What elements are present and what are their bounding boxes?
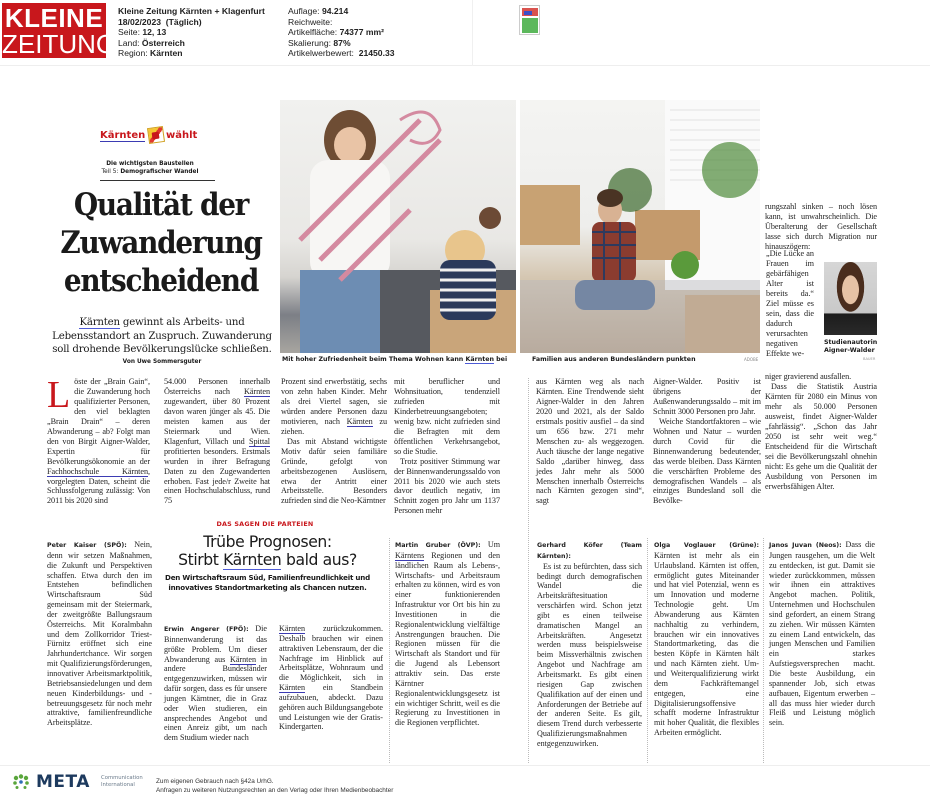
ballot-box-icon [147,126,165,144]
publication-meta: Kleine Zeitung Kärnten + Klagenfurt 18/02/2023 (Täglich) Seite: 12, 13 Land: Österreich Region: Kärnten [118,6,265,59]
body-column-3: Prozent sind erwerbstätig, sechs von zehn haben Kinder. Mehr als drei Viertel sagen, sie würden andere Personen dazu motivieren, nach Kärnten zu ziehen. Das mit Abstand wichtigste Motiv dafür seien familiäre Gründe, gefolgt von arbeitsbezogenen Auslösern, etwa der Antritt einer Arbeitsstelle. Besonders zufrieden sind die Neo-Kärntner [281,377,388,506]
photo-illustration [520,100,760,353]
drop-cap: L [47,374,71,416]
portrait-aigner-walder [824,262,877,335]
body-column-4: mit beruflicher und Wohnsituation, tendenziell zufrieden mit Kinderbetreuungsangeboten; wenig bzw. nicht zufrieden sind die Befragten mit dem öffentlichen Verkehrsangebot, so die Studie. Trotz positiver Stimmung war der Binnenwanderungssaldo von 2011 bis 2020 wie auch stets davor deutlich negativ, im Schnitt zogen pro Jahr um 1137 Personen mehr [394,377,500,516]
byline: Von Uwe Sommersguter [122,359,202,365]
parties-title: Trübe Prognosen: Stirbt Kärnten bald aus? [178,533,357,569]
body-column-7-bottom: Dass die Statistik Austria Kärnten für 2080 ein Minus von mehr als 50.000 Personen ausweist, findet Aigner-Walder „fahrlässig“. „Schon das Jahr 2050 ist sehr weit weg.“ Entscheidend für die Wirtschaft sei die Bevölkerungszahl ohnehin nicht: Es gehe um die Qualität der Ausbildung von Personen im erwerbsfähigen Alter. [765,382,877,491]
statement-team-kaernten: Gerhard Köfer (Team Kärnten): Es ist zu befürchten, dass sich bedingt durch demografischen Wandel die Arbeitskräftesituation verschärfen wird. Schon jetzt gibt es einen teilweise dramatischen Mangel an Arbeitskräften. Angesetzt werden muss beispielsweise beim Missverhältnis zwischen Angebot und Nachfrage am Arbeitsmarkt. Es gibt einen riesigen Gap zwischen Qualifikation auf der einen und Anforderungen der Betriebe auf der anderen Seite. Es gilt, diesem Trend durch verbesserte Qualifizierungsmaßnahmen entgegenzuwirken. [537,542,642,748]
ad-value: 21450.33 [358,48,395,59]
body-column-7-mid: niger gravierend ausfallen. [765,372,852,381]
meta-dots-icon [12,774,30,790]
region: Kärnten [150,48,183,59]
column-divider [389,538,390,763]
photo-family-moving [280,100,516,353]
column-divider [647,538,648,763]
lead-paragraph: Kärnten gewinnt als Arbeits- und Lebensstandort an Zuspruch. Zuwanderung soll drohende Bevölkerungslücke schließen. [52,317,272,355]
headline: Qualität der Zuwanderung entscheidend [60,187,262,299]
statement-gruene: Olga Voglauer (Grüne): Kärnten ist mehr als ein Urlaubsland. Kärnten ist offen, ermöglicht gutes Miteinander und hat viel Potenzial, wenn es um Innovation und moderne Technologie geht. Um Abwanderung aus Kärnten nachhaltig zu verhindern, brauchen wir ein innovatives Standortmarketing, das die besten Köpfe in Kärnten hält und nach Kärnten zieht. Um- und Weiterqualifizierung wirkt dem Fachkräftemangel entgegen, eine Digitalisierungsoffensive schafft moderne Infrastruktur mit hoher Qualität, die flexibles Arbeiten ermöglicht. [654,542,759,738]
footer-divider [0,765,930,766]
country: Österreich [141,37,185,48]
photo-caption-right: Familien aus anderen Bundesländern punkten [532,356,696,363]
section-badge: Kärnten wählt [96,127,206,147]
photo-illustration [280,100,516,353]
portrait-credit: BAUER [863,357,876,361]
kicker-rule [100,180,215,181]
body-column-6: Aigner-Walder. Positiv ist übrigens der Außenwanderungssaldo – mit im Schnitt 3000 Personen pro Jahr. Weiche Standortfaktoren – wie Wohnen und Natur – wurden durch Covid für die Binnenwanderung bedeutender, das werde bleiben. Dass Kärnten die verschärften Probleme des demografischen Wandels – als einziges Bundesland soll die Bevölke- [653,377,761,506]
column-divider [763,538,764,763]
clipping-header [0,0,930,66]
page-thumbnail[interactable] [519,5,540,35]
page-numbers: 12, 13 [142,27,167,38]
statement-oevp: Martin Gruber (ÖVP): Um Kärntens Regionen und den ländlichen Raum als Lebens-, Wirtschafts- und Arbeitsraum erhalten zu können, wird es von einer funktionierenden Infrastruktur vor Ort bis hin zu Investitionen in die Regionalentwicklung vielfältige Anstrengungen brauchen. Die Regionen müssen für die Wirtschaft als Standort und für die Jugend als Lebensort attraktiv sein. Das erste Kärntner Regionalentwicklungsgesetz ist ein wichtiger Schritt, weil es die Regierung zu Investitionen in die Regionen verpflichtet. [395,540,500,728]
photo-credit: ADOBE [744,357,759,362]
publication-date: 18/02/2023 [118,16,162,27]
parties-kicker: DAS SAGEN DIE PARTEIEN [216,520,314,528]
header-divider [472,0,473,66]
body-column-7-top: rungszahl sinken – noch lösen kann, ist unwahrscheinlich. Die Überalterung der Gesellschaft lasse sich durch Migration nur hinauszögern: [765,202,877,251]
link-fachhochschule: Fachhochschule Kärnten [47,466,148,476]
publication-name: Kleine Zeitung Kärnten + Klagenfurt [118,6,265,16]
article-area: 74377 mm² [339,27,385,38]
statement-neos: Janos Juvan (Neos): Dass die Jungen rausgehen, um die Welt zu entdecken, ist gut. Damit sie wieder zurückkommen, müssen wir ihnen ein attraktives Angebot machen. Politik, Unternehmen und Hochschulen sind gefordert, an einem Strang zu ziehen. Wir müssen Kärnten zu einem Land entwickeln, das jungen Menschen und Familien ein starkes Aufstiegsversprechen macht. Die beste Ausbildung, ein spannender Job, sich etwas aufbauen, Eigentum erwerben – all das muss hier wieder durch Fleiß und Leistung möglich sein. [769,540,875,728]
statement-spoe: Peter Kaiser (SPÖ): Nein, denn wir setzen Maßnahmen, die Zukunft und Perspektiven schaffen. Etwa durch den im Entstehen befindlichen Wirtschaftsraum Süd gemeinsam mit der Steiermark, der zweitgrößte Ballungsraum Österreichs. Mit Koralmbahn und dem Zollkorridor Triest-Fürnitz eröffnet sich eine Jahrhundertchance. Wir sorgen mit Qualifizierungsförderungen, innovativer Arbeitsmarktpolitik, Betriebsansiedelungen und dem neuen Kinderbildungs- und -betreuungsgesetz für noch mehr attraktive, familienfreundliche Arbeitsplätze. [47,540,152,728]
body-column-2: 54.000 Personen innerhalb Österreichs nach Kärnten zugewandert, über 80 Prozent davon waren jünger als 45. Die meisten kamen aus der Steiermark und Wien. Klagenfurt, Villach und Spittal profitierten besonders. Erstmals wurden in ihrer Befragung Daten zu den Zugewanderten erhoben. Fast jede/r Zweite hat einen Hochschulabschluss, rund 75 [164,377,270,506]
pull-quote: „Die Lücke an Frauen im gebärfähigen Alter ist bereits da.“ Ziel müsse es sein, dass die dadurch verursachten negativen Effekte we- [766,249,814,358]
statement-fpoe: Erwin Angerer (FPÖ): Die Binnenwanderung ist das größte Problem. Um dieser Abwanderung aus Kärnten in andere Bundesländer entgegenzuwirken, müssen wir dafür sorgen, dass es für unsere jungen Kärntner, die in Graz oder Wien studieren, ein ansprechendes Angebot und einen Anreiz gibt, um nach dem Studium wieder nach [164,624,268,743]
kicker: Die wichtigsten Baustellen Teil 5: Demografischer Wandel [101,161,199,175]
publication-frequency: (Täglich) [165,16,202,27]
circulation: 94.214 [321,6,349,16]
article-metrics: Auflage: 94.214 Reichweite: Artikelfläche: 74377 mm² Skalierung: 87% Artikelwerbewert: 21450.33 [288,6,395,59]
column-divider [528,378,529,763]
portrait-caption: Studienautorin Aigner-Walder [824,339,878,355]
kleine-zeitung-logo: KLEINE ZEITUNG [2,3,117,59]
statement-fpoe-cont: Kärnten zurückzukommen. Deshalb brauchen wir einen attraktiven Lebensraum, der die Nachfrage im Hinblick auf Arbeitsplätze, Wohnraum und die Möglichkeit, sich in Kärnten ein Standbein aufzubauen, abdeckt. Dazu gehören auch Bildungsangebote und Leistungen wie der Gratis-Kindergarten. [279,624,383,732]
scaling: 87% [333,37,351,48]
photo-father-boxes [520,100,760,353]
parties-subtitle: Den Wirtschaftsraum Süd, Familienfreundlichkeit und innovatives Standortmarketing als Chancen nutzen. [165,573,370,592]
body-column-5: aus Kärnten weg als nach Kärnten. Eine Trendwende sieht Aigner-Walder in den Jahren 2020 und 2021, als der Saldo erstmals positiv ausfiel – da sind um 656 bzw. 271 mehr Menschen zu- als weggezogen. Auch täusche der lange negative Saldo „darüber hinweg, dass jedes Jahr mehr als 5000 Menschen innerhalb Österreichs nach Kärnten gezogen sind“, sagt [536,377,644,506]
usage-notice: Zum eigenen Gebrauch nach §42a UrhG. Anfragen zu weiteren Nutzungsrechten an den Verlag oder Ihren Medienbeobachter [156,778,394,794]
photo-caption-left: Mit hoher Zufriedenheit beim Thema Wohnen kann Kärnten bei [282,356,508,363]
body-column-1: Löste der „Brain Gain“, die Zuwanderung hoch qualifizierter Personen, den viel beklagten „Brain Drain“ – deren Abwanderung – ab? Folgt man den von Birgit Aigner-Walder, Expertin für Bevölkerungsökonomie an der Fachhochschule Kärnten, vorgelegten Daten, scheint die Schlussfolgerung zulässig: Von 2011 bis 2020 sind [47,374,150,506]
